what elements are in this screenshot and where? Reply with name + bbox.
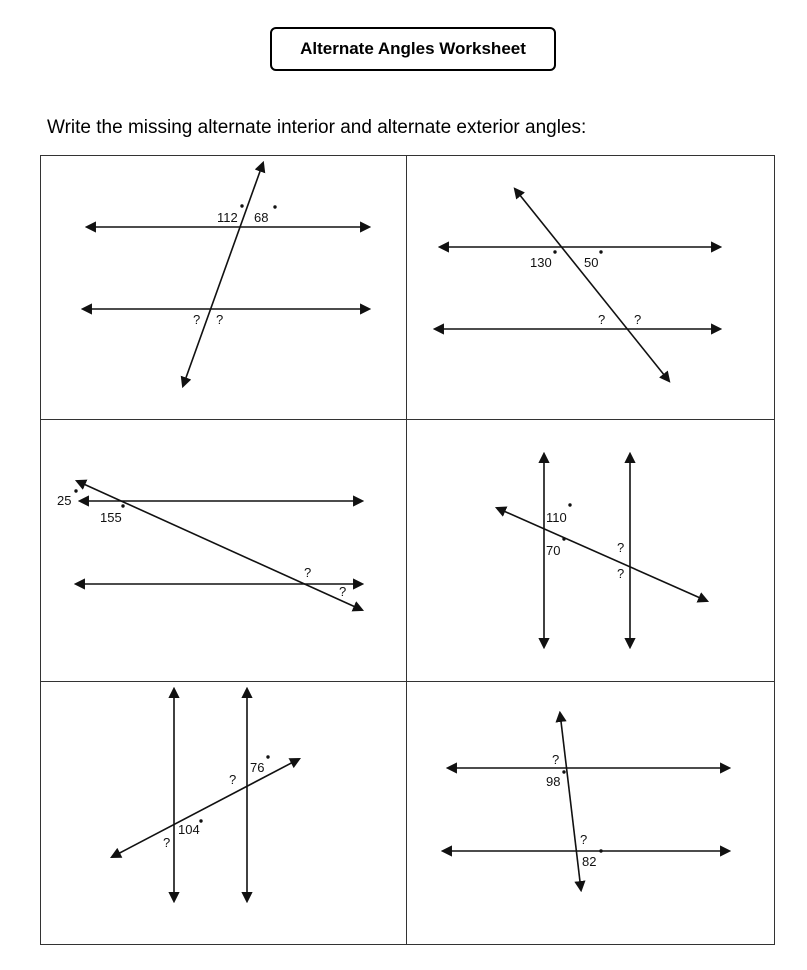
angle-label: ? (304, 565, 312, 580)
angle-label: 104 (178, 822, 200, 837)
angle-label: ? (634, 312, 642, 327)
problem-4-diagram (497, 454, 707, 647)
transversal-line (515, 189, 669, 381)
angle-label: ? (580, 832, 588, 847)
degree-symbol (199, 819, 202, 822)
angle-label: ? (216, 312, 224, 327)
angle-label: 155 (100, 510, 122, 525)
degree-symbol (273, 205, 276, 208)
degree-symbol (562, 537, 565, 540)
angle-label: ? (598, 312, 606, 327)
transversal-line (560, 713, 581, 890)
degree-symbol (553, 250, 556, 253)
transversal-line (112, 759, 299, 857)
problem-5-diagram (112, 689, 299, 901)
angle-label: 82 (582, 854, 597, 869)
angle-label: 98 (546, 774, 561, 789)
degree-symbol (568, 503, 571, 506)
degree-symbol (240, 204, 243, 207)
degree-symbol (266, 755, 269, 758)
angle-label: 110 (546, 510, 567, 525)
angle-label: ? (339, 584, 347, 599)
instructions: Write the missing alternate interior and alternate exterior angles: (47, 117, 587, 138)
problem-2-diagram (435, 189, 720, 381)
worksheet-title: Alternate Angles Worksheet (270, 27, 556, 71)
angle-label: 25 (57, 493, 72, 508)
problem-3-diagram (57, 481, 362, 610)
table-grid (40, 155, 775, 945)
angle-label: 50 (584, 255, 599, 270)
degree-symbol (562, 770, 565, 773)
angle-label: ? (229, 772, 237, 787)
angle-label: ? (163, 835, 171, 850)
degree-symbol (74, 489, 77, 492)
angle-label: 76 (250, 760, 265, 775)
degree-symbol (599, 250, 602, 253)
transversal-line (183, 163, 263, 386)
transversal-line (497, 508, 707, 601)
angle-label: ? (552, 752, 560, 767)
problem-1-diagram (83, 163, 369, 386)
degree-symbol (121, 504, 124, 507)
degree-symbol (599, 849, 602, 852)
angle-label: 68 (254, 210, 269, 225)
angle-label: 70 (546, 543, 561, 558)
problem-6-diagram (443, 713, 729, 890)
angle-label: ? (193, 312, 201, 327)
angle-label: 130 (530, 255, 552, 270)
angle-label: ? (617, 566, 625, 581)
angle-label: 112 (217, 210, 238, 225)
angle-label: ? (617, 540, 625, 555)
